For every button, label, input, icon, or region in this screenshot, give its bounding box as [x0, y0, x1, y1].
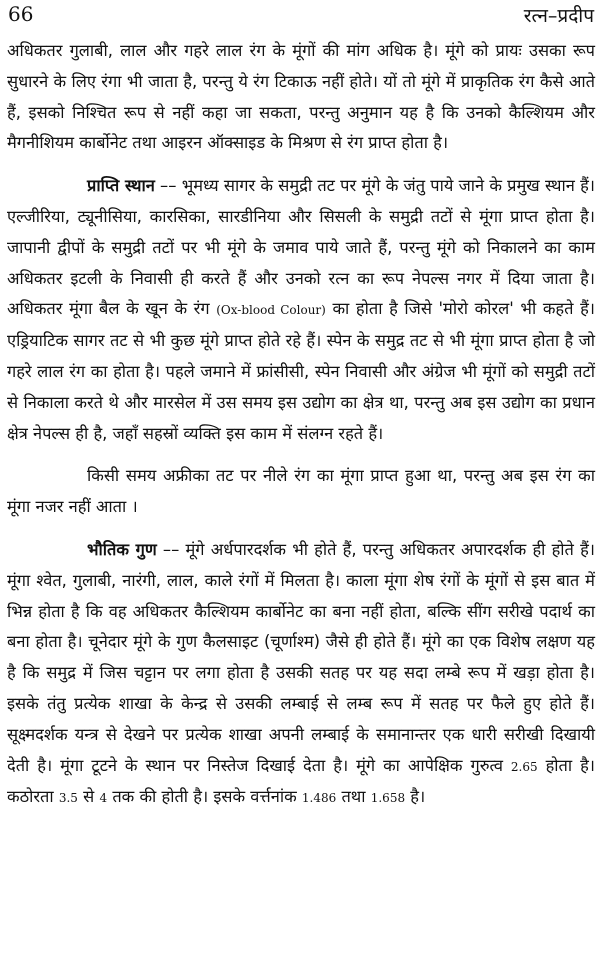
english-term: (Ox-blood Colour) [216, 303, 326, 318]
page-number: 66 [8, 2, 34, 26]
hardness-max-value: 4 [99, 791, 108, 806]
paragraph-text: किसी समय अफ्रीका तट पर नीले रंग का मूंगा प्राप्त हुआ था, परन्तु अब इस रंग का मूंगा नजर नहीं आता । [7, 466, 595, 517]
paragraph-text: है। [405, 787, 426, 807]
paragraph-text: होता है। कठोरता [7, 755, 595, 807]
paragraph-text: तथा [336, 787, 371, 807]
refractive-index-max-value: 1.658 [370, 791, 406, 806]
paragraph-text: अधिकतर गुलाबी, लाल और गहरे लाल रंग के मूंगों की मांग अधिक है। मूंगे को प्रायः उसका रूप सुधारने के लिए रंगा भी जाता है, परन्तु ये रंग टिकाऊ नहीं होते। यों तो मूंगे में प्राकृतिक रंग कैसे आते हैं, इसको निश्चित रूप से नहीं कहा जा सकता, परन्तु अनुमान यह है कि उनको कैल्शियम और मैगनीशियम कार्बोनेट तथा आइरन ऑक्साइड के मिश्रण से रंग प्राप्त होता है। [7, 41, 595, 153]
paragraph-sources [7, 171, 595, 449]
paragraph-text: –– मूंगे अर्धपारदर्शक भी होते हैं, परन्तु अधिकतर अपारदर्शक ही होते हैं। मूंगा श्वेत, गुलाबी, नारंगी, लाल, काले रंगों में मिलता है। काला मूंगा शेष रंगों के मूंगों से इस बात में भिन्न होता है कि वह अधिकतर कैल्शियम कार्बोनेट का बना नहीं होता, बल्कि सींग सरीखे पदार्थ का बना होता है। चूनेदार मूंगे के गुण कैलसाइट (चूर्णाश्म) जैसे ही होते हैं। मूंगे का एक विशेष लक्षण यह है कि समुद्र में जिस चट्टान पर लगा होता है उसकी सतह पर यह सदा लम्बे रूप में खड़ा होता है। इसके तंतु प्रत्येक शाखा के केन्द्र से उसकी लम्बाई से लम्ब रूप में सतह पर फैले हुए होते हैं। सूक्ष्मदर्शक यन्त्र से देखने पर प्रत्येक शाखा अपनी लम्बाई के समानान्तर एक धारी सरीखी दिखायी देती है। मूंगा टूटने के स्थान पर निस्तेज दिखाई देता है। मूंगे का आपेक्षिक गुरुत्व [7, 539, 595, 775]
paragraph-text: से [77, 787, 100, 807]
section-heading-sources: प्राप्ति स्थान [87, 176, 155, 196]
paragraph-text: तक की होती है। इसके वर्त्तनांक [107, 787, 302, 807]
specific-gravity-value: 2.65 [510, 759, 538, 774]
paragraph-physical-properties [7, 535, 595, 814]
paragraph-gap [7, 523, 595, 535]
running-title: रत्न–प्रदीप [523, 5, 594, 27]
paragraph-text: –– भूमध्य सागर के समुद्री तट पर मूंगे के जंतु पाये जाने के प्रमुख स्थान हैं। एल्जीरिया, ट्यूनीसिया, कारसिका, सारडीनिया और सिसली के समुद्री तटों से मूंगा प्राप्त होता है। जापानी द्वीपों के समुद्री तटों पर भी मूंगे के जमाव पाये जाते हैं, परन्तु मूंगे को निकालने का काम अधिकतर इटली के निवासी ही करते हैं और उनको रत्न का रूप नेपल्स नगर में दिया जाता है। अधिकतर मूंगा बैल के खून के रंग [7, 176, 595, 319]
section-heading-physical-properties: भौतिक गुण [87, 539, 157, 559]
page-header [0, 0, 600, 34]
paragraph-gap [7, 449, 595, 461]
paragraph-coral-colours [7, 36, 595, 159]
hardness-min-value: 3.5 [58, 791, 78, 806]
refractive-index-min-value: 1.486 [301, 791, 337, 806]
paragraph-blue-coral [7, 461, 595, 523]
paragraph-gap [7, 159, 595, 171]
page-body [7, 36, 595, 814]
paragraph-text: का होता है जिसे 'मोरो कोरल' भी कहते हैं। एड्रियाटिक सागर तट से भी कुछ मूंगे प्राप्त होते रहे हैं। स्पेन के समुद्र तट से भी मूंगा प्राप्त होता है जो गहरे लाल रंग का होता है। पहले जमाने में फ्रांसीसी, स्पेन निवासी और अंग्रेज भी मूंगों को समुद्री तटों से निकाला करते थे और मारसेल में उस समय इस उद्योग का क्षेत्र था, परन्तु अब इस उद्योग का प्रधान क्षेत्र नेपल्स ही है, जहाँ सहस्रों व्यक्ति इस काम में संलग्न रहते हैं। [7, 299, 595, 443]
